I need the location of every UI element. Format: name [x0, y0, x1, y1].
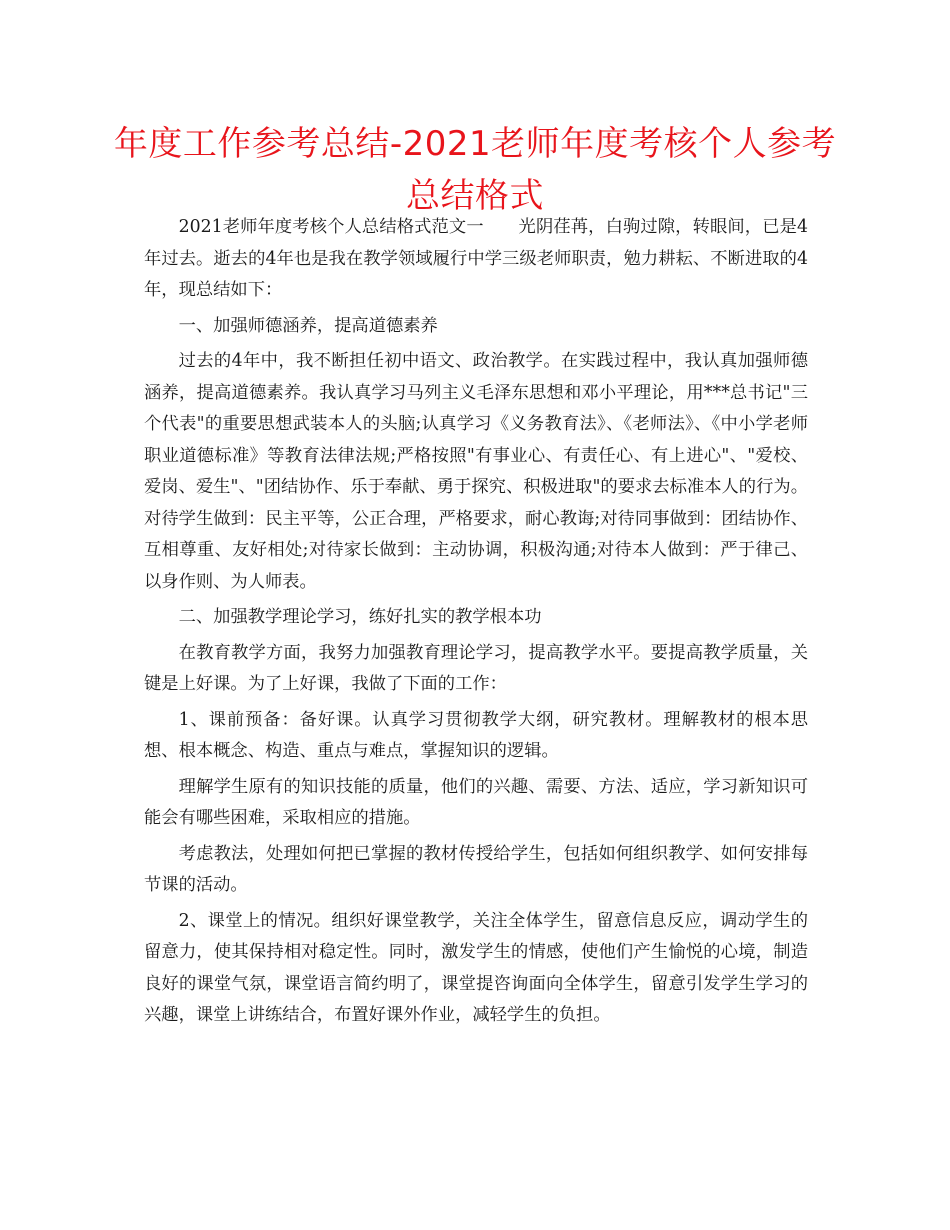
- section-heading-2: 二、加强教学理论学习，练好扎实的教学根本功: [178, 607, 542, 627]
- paragraph-intro: 2021老师年度考核个人总结格式范文一 光阴荏苒，白驹过隙，转眼间，已是4年过去。逝去的4年也是我在教学领域履行中学三级老师职责，勉力耕耘、不断进取的4年，现总结如下：: [144, 217, 808, 300]
- document-body: [144, 212, 808, 1032]
- paragraph-classroom: 2、课堂上的情况。组织好课堂教学，关注全体学生，留意信息反应，调动学生的留意力，使其保持相对稳定性。同时，激发学生的情感，使他们产生愉悦的心境，制造良好的课堂气氛，课堂语言简约明了，课堂提咨询面向全体学生，留意引发学生学习的兴趣，课堂上讲练结合，布置好课外作业，减轻学生的负担。: [144, 910, 808, 1025]
- paragraph-methods: 考虑教法，处理如何把已掌握的教材传授给学生，包括如何组织教学、如何安排每节课的活动。: [144, 843, 808, 895]
- section-heading-1: 一、加强师德涵养，提高道德素养: [178, 315, 438, 336]
- paragraph-ethics: 过去的4年中，我不断担任初中语文、政治教学。在实践过程中，我认真加强师德涵养，提高道德素养。我认真学习马列主义毛泽东思想和邓小平理论，用***总书记"三个代表"的重要思想武装本人的头脑;认真学习《义务教育法》、《老师法》、《中小学老师职业道德标准》等教育法律法规;严格按照"有事业心、有责任心、有上进心"、"爱校、爱岗、爱生"、"团结协作、乐于奉献、勇于探究、积极进取"的要求去标准本人的行为。对待学生做到：民主平等，公正合理，严格要求，耐心教诲;对待同事做到：团结协作、互相尊重、友好相处;对待家长做到：主动协调，积极沟通;对待本人做到：严于律己、以身作则、为人师表。: [144, 351, 808, 592]
- paragraph-teaching: 在教育教学方面，我努力加强教育理论学习，提高教学水平。要提高教学质量，关键是上好课。为了上好课，我做了下面的工作：: [144, 642, 808, 694]
- document-title: 年度工作参考总结-2021老师年度考核个人参考总结格式: [113, 124, 837, 216]
- paragraph-preparation: 1、课前预备：备好课。认真学习贯彻教学大纲，研究教材。理解教材的根本思想、根本概念、构造、重点与难点，掌握知识的逻辑。: [144, 709, 808, 761]
- paragraph-students: 理解学生原有的知识技能的质量，他们的兴趣、需要、方法、适应，学习新知识可能会有哪些困难，采取相应的措施。: [144, 776, 808, 828]
